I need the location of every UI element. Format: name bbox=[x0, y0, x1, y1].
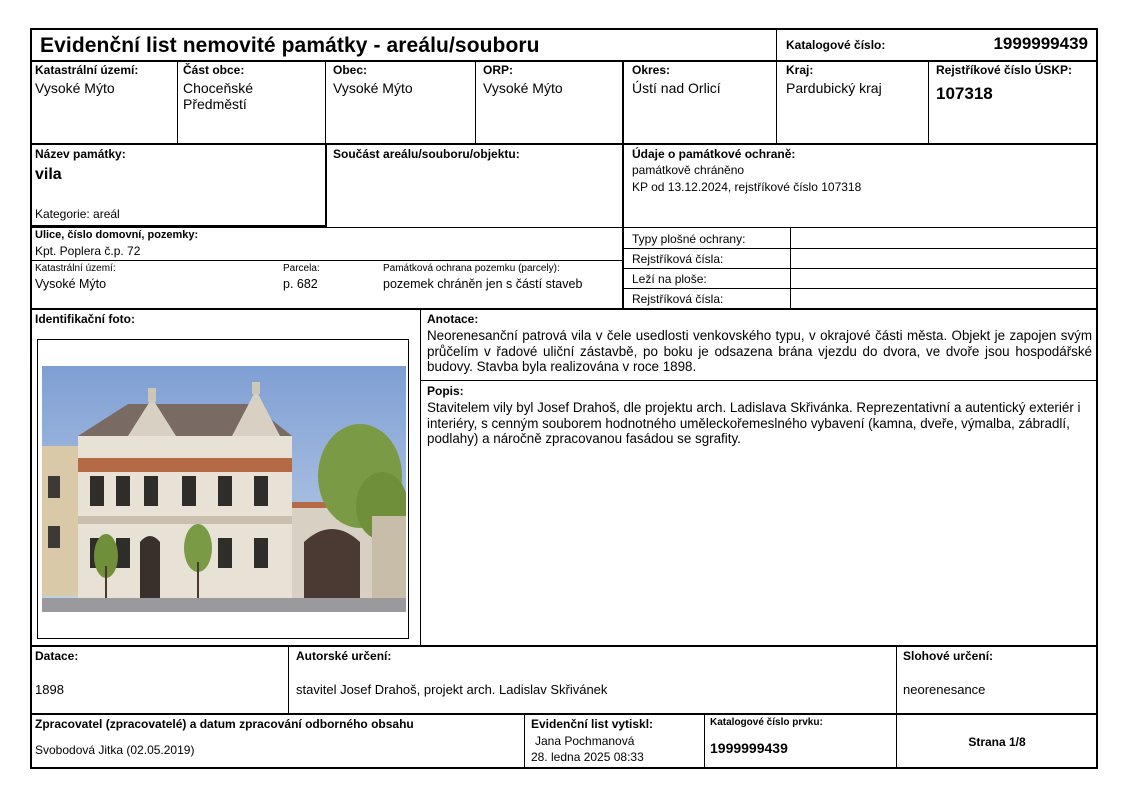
divider bbox=[622, 143, 624, 308]
category: Kategorie: areál bbox=[35, 207, 120, 221]
divider bbox=[704, 713, 705, 769]
kraj-value: Pardubický kraj bbox=[786, 80, 882, 96]
catalog-number: 1999999439 bbox=[993, 34, 1088, 53]
description-text: Stavitelem vily byl Josef Drahoš, dle projektu arch. Ladislava Skřivánka. Reprezentativní a autentický exteriér i interiéry, s cenným souborem hodnotného uměleckořemeslného vybavení (kamna, dveře, výmalba, zábradlí, podlahy) a náročně zpracovanou fasádou se sgrafity. bbox=[427, 400, 1081, 447]
style-value: neorenesance bbox=[903, 682, 986, 697]
divider bbox=[30, 645, 1098, 647]
divider bbox=[790, 227, 791, 308]
part-of-label: Součást areálu/souboru/objektu: bbox=[333, 147, 520, 161]
protection-detail: KP od 13.12.2024, rejstříkové číslo 107318 bbox=[632, 180, 862, 194]
parcela-label: Parcela: bbox=[283, 263, 320, 274]
identification-photo bbox=[42, 366, 406, 612]
author-value: stavitel Josef Drahoš, projekt arch. Ladislav Skřivánek bbox=[296, 682, 608, 697]
area-register-numbers: Rejstříková čísla: bbox=[632, 252, 724, 266]
annotation-label: Anotace: bbox=[427, 312, 479, 326]
divider bbox=[325, 143, 327, 227]
divider bbox=[30, 225, 326, 227]
divider bbox=[896, 713, 897, 769]
divider bbox=[30, 713, 1098, 715]
katastr-value: Vysoké Mýto bbox=[35, 80, 115, 96]
divider bbox=[177, 60, 178, 143]
divider bbox=[30, 60, 1098, 62]
divider bbox=[325, 60, 326, 143]
divider bbox=[288, 645, 289, 713]
katastr-label: Katastrální území: bbox=[35, 63, 139, 77]
page-title: Evidenční list nemovité památky - areálu/souboru bbox=[40, 34, 540, 57]
divider bbox=[475, 60, 476, 143]
photo-label: Identifikační foto: bbox=[35, 312, 135, 326]
orp-value: Vysoké Mýto bbox=[483, 80, 563, 96]
element-catalog-label: Katalogové číslo prvku: bbox=[710, 717, 823, 728]
okres-label: Okres: bbox=[632, 63, 671, 77]
ochrana-label: Památková ochrana pozemku (parcely): bbox=[383, 263, 560, 274]
uskp-label: Rejstříkové číslo ÚSKP: bbox=[936, 63, 1073, 77]
divider bbox=[30, 260, 622, 261]
processor-label: Zpracovatel (zpracovatelé) a datum zpracování odborného obsahu bbox=[35, 717, 414, 731]
protection-status: památkově chráněno bbox=[632, 163, 745, 177]
processor-value: Svobodová Jitka (02.05.2019) bbox=[35, 743, 195, 757]
obec-label: Obec: bbox=[333, 63, 368, 77]
divider bbox=[30, 143, 1098, 145]
name-label: Název památky: bbox=[35, 147, 126, 161]
divider bbox=[622, 248, 1098, 249]
divider bbox=[622, 60, 624, 143]
catalog-number-label: Katalogové číslo: bbox=[786, 38, 886, 52]
street-label: Ulice, číslo domovní, pozemky: bbox=[35, 229, 199, 241]
style-label: Slohové určení: bbox=[903, 649, 994, 663]
divider bbox=[524, 713, 525, 769]
area-register-numbers-2: Rejstříková čísla: bbox=[632, 292, 724, 306]
divider bbox=[622, 288, 1098, 289]
area-lies-on: Leží na ploše: bbox=[632, 272, 707, 286]
okres-value: Ústí nad Orlicí bbox=[632, 80, 721, 96]
printed-by-name: Jana Pochmanová bbox=[535, 735, 635, 748]
divider bbox=[896, 645, 897, 713]
author-label: Autorské určení: bbox=[296, 649, 392, 663]
monument-name: vila bbox=[35, 166, 62, 183]
datace-value: 1898 bbox=[35, 682, 64, 697]
annotation-text: Neorenesanční patrová vila v čele usedlosti venkovského typu, v okrajové části města. Objekt je zapojen svým průčelím v řadové uliční zástavbě, po boku je odsazena brána vjezdu do dvora, ve dvoře jsou hospodářské budovy. Stavba byla realizována v roce 1898. bbox=[427, 328, 1092, 375]
divider bbox=[30, 227, 1098, 228]
divider bbox=[776, 28, 777, 143]
parcel-katastr-value: Vysoké Mýto bbox=[35, 277, 107, 291]
page-number: Strana 1/8 bbox=[968, 735, 1026, 749]
printed-date: 28. ledna 2025 08:33 bbox=[531, 751, 644, 764]
divider bbox=[420, 308, 421, 645]
divider bbox=[30, 308, 1098, 310]
protection-label: Údaje o památkové ochraně: bbox=[632, 147, 796, 161]
divider bbox=[622, 268, 1098, 269]
kraj-label: Kraj: bbox=[786, 63, 814, 77]
divider bbox=[928, 60, 929, 143]
datace-label: Datace: bbox=[35, 649, 79, 663]
parcel-katastr-label: Katastrální území: bbox=[35, 263, 116, 274]
uskp-value: 107318 bbox=[936, 84, 993, 103]
orp-label: ORP: bbox=[483, 63, 513, 77]
parcela-value: p. 682 bbox=[283, 277, 318, 291]
printed-by-label: Evidenční list vytiskl: bbox=[531, 717, 654, 731]
divider bbox=[420, 380, 1098, 381]
cast-obce-label: Část obce: bbox=[183, 63, 245, 77]
ochrana-value: pozemek chráněn jen s částí staveb bbox=[383, 277, 583, 291]
cast-obce-value: Choceňské Předměstí bbox=[183, 80, 254, 112]
description-label: Popis: bbox=[427, 384, 464, 398]
element-catalog-value: 1999999439 bbox=[710, 740, 788, 756]
obec-value: Vysoké Mýto bbox=[333, 80, 413, 96]
area-protection-types: Typy plošné ochrany: bbox=[632, 232, 746, 246]
street-value: Kpt. Poplera č.p. 72 bbox=[35, 244, 141, 258]
